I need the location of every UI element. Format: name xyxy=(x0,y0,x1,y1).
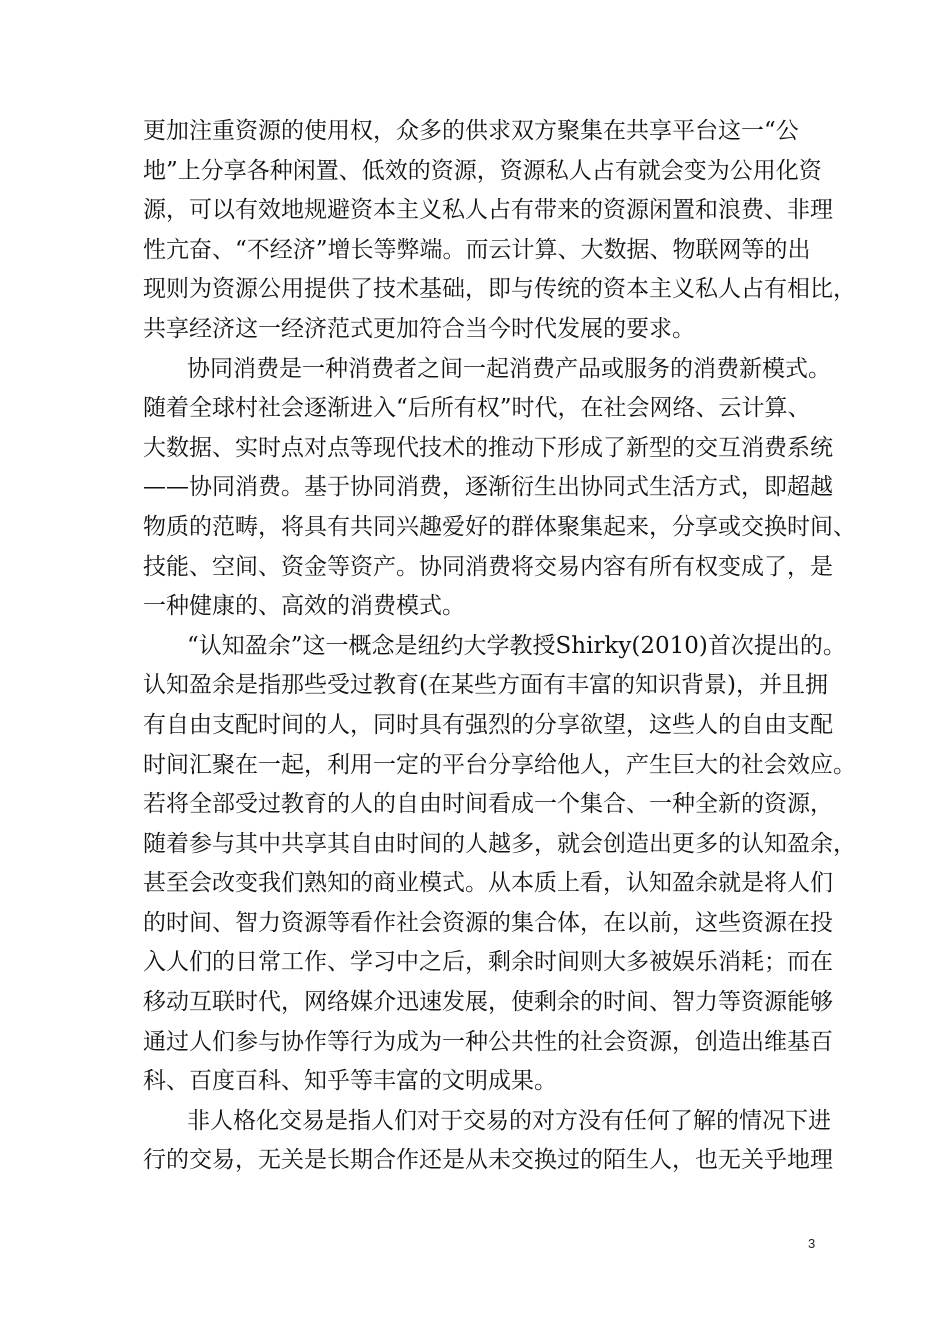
text-line: 大数据、实时点对点等现代技术的推动下形成了新型的交互消费系统 xyxy=(143,434,833,461)
text-line: 认知盈余是指那些受过教育(在某些方面有丰富的知识背景)，并且拥 xyxy=(143,672,828,699)
text-line: 随着全球村社会逐渐进入“后所有权”时代，在社会网络、云计算、 xyxy=(143,395,811,422)
text-line: 性亢奋、“不经济”增长等弊端。而云计算、大数据、物联网等的出 xyxy=(143,236,811,263)
text-line: 技能、空间、资金等资产。协同消费将交易内容有所有权变成了，是 xyxy=(143,553,833,580)
text-line: 入人们的日常工作、学习中之后，剩余时间则大多被娱乐消耗；而在 xyxy=(143,949,833,976)
text-line: 科、百度百科、知乎等丰富的文明成果。 xyxy=(143,1068,557,1095)
text-line: ——协同消费。基于协同消费，逐渐衍生出协同式生活方式，即超越 xyxy=(143,474,833,501)
text-line: 甚至会改变我们熟知的商业模式。从本质上看，认知盈余就是将人们 xyxy=(143,870,833,897)
text-line: 更加注重资源的使用权，众多的供求双方聚集在共享平台这一“公 xyxy=(143,118,799,144)
text-line: 有自由支配时间的人，同时具有强烈的分享欲望，这些人的自由支配 xyxy=(143,711,833,738)
text-line: 若将全部受过教育的人的自由时间看成一个集合、一种全新的资源， xyxy=(143,791,833,818)
text-line: 随着参与其中共享其自由时间的人越多，就会创造出更多的认知盈余， xyxy=(143,830,856,857)
text-line: 现则为资源公用提供了技术基础，即与传统的资本主义私人占有相比， xyxy=(143,276,856,303)
text-line: 物质的范畴，将具有共同兴趣爱好的群体聚集起来，分享或交换时间、 xyxy=(143,513,856,540)
body-text xyxy=(143,112,856,1181)
paragraph-start-line: 协同消费是一种消费者之间一起消费产品或服务的消费新模式。 xyxy=(187,355,831,382)
paragraph-start-line: “认知盈余”这一概念是纽约大学教授Shirky(2010)首次提出的。 xyxy=(187,632,846,659)
text-line: 一种健康的、高效的消费模式。 xyxy=(143,593,465,620)
text-line: 源，可以有效地规避资本主义私人占有带来的资源闲置和浪费、非理 xyxy=(143,197,833,224)
text-line: 地”上分享各种闲置、低效的资源，资源私人占有就会变为公用化资 xyxy=(143,157,822,184)
text-line: 行的交易，无关是长期合作还是从未交换过的陌生人，也无关乎地理 xyxy=(143,1147,833,1174)
text-line: 共享经济这一经济范式更加符合当今时代发展的要求。 xyxy=(143,315,695,342)
page-number: 3 xyxy=(808,1236,816,1251)
text-line: 时间汇聚在一起，利用一定的平台分享给他人，产生巨大的社会效应。 xyxy=(143,751,856,778)
paragraph-start-line: 非人格化交易是指人们对于交易的对方没有任何了解的情况下进 xyxy=(187,1107,831,1134)
text-line: 的时间、智力资源等看作社会资源的集合体，在以前，这些资源在投 xyxy=(143,909,833,936)
text-line: 通过人们参与协作等行为成为一种公共性的社会资源，创造出维基百 xyxy=(143,1028,833,1055)
text-line: 移动互联时代，网络媒介迅速发展，使剩余的时间、智力等资源能够 xyxy=(143,989,833,1016)
